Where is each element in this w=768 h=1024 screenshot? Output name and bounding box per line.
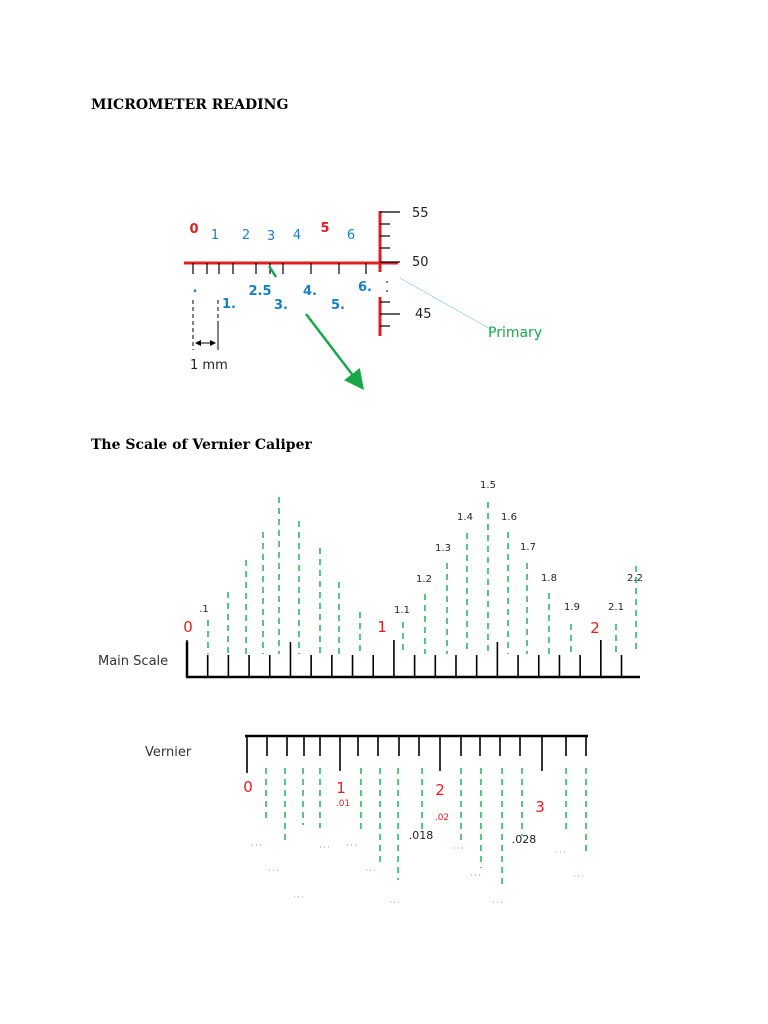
sleeve-half-label-5: 5. xyxy=(331,298,345,313)
thimble-label-45: 45 xyxy=(415,307,432,322)
sleeve-half-label-0: . xyxy=(192,281,198,296)
vernier-digit-0: 0 xyxy=(243,778,253,796)
sleeve-number-5: 5 xyxy=(320,221,330,236)
main-value-5: 1.5 xyxy=(480,480,496,491)
vernier-green-dashes xyxy=(266,768,586,886)
main-value-10: 2.1 xyxy=(608,602,624,613)
thimble-dots xyxy=(386,281,388,292)
vernier-digit-3: 3 xyxy=(535,798,545,816)
sleeve-number-2: 2 xyxy=(241,228,251,243)
sleeve-half-label-4: 4. xyxy=(303,284,317,299)
vernier-heading: The Scale of Vernier Caliper xyxy=(91,437,312,453)
main-digit-2: 2 xyxy=(590,619,600,637)
vernier-dotted-marks xyxy=(252,845,586,902)
micrometer-heading: MICROMETER READING xyxy=(91,97,289,113)
vernier-value-0: .018 xyxy=(408,829,434,842)
one-mm-dimension xyxy=(193,300,218,350)
main-scale-ticks xyxy=(187,640,622,677)
main-value-0: .1 xyxy=(199,604,209,615)
vernier-label: Vernier xyxy=(145,745,192,760)
vernier-caliper-diagram xyxy=(98,480,643,902)
main-value-7: 1.7 xyxy=(520,542,536,553)
vernier-small-0: .01 xyxy=(335,799,351,809)
main-digit-1: 1 xyxy=(377,618,387,636)
micrometer-diagram xyxy=(184,206,542,386)
thimble-label-50: 50 xyxy=(412,255,429,270)
unit-label: 1 mm xyxy=(190,358,228,373)
sleeve-half-label-1: 1. xyxy=(222,297,236,312)
sleeve-number-3: 3 xyxy=(266,229,276,244)
main-value-3: 1.3 xyxy=(435,543,451,554)
main-value-6: 1.6 xyxy=(501,512,517,523)
main-value-11: 2.2 xyxy=(627,573,643,584)
main-scale-label: Main Scale xyxy=(98,654,169,669)
vernier-digit-1: 1 xyxy=(336,779,346,797)
main-digit-0: 0 xyxy=(183,618,193,636)
primary-pointer-line xyxy=(400,278,492,330)
sleeve-number-6: 6 xyxy=(346,228,356,243)
sleeve-half-label-6: 6. xyxy=(358,280,372,295)
vernier-digit-2: 2 xyxy=(435,781,445,799)
vernier-small-1: .02 xyxy=(434,813,450,823)
green-arrow xyxy=(306,314,361,386)
sleeve-number-0: 0 xyxy=(189,222,199,237)
main-value-2: 1.2 xyxy=(416,574,432,585)
sleeve-half-label-3: 3. xyxy=(274,298,288,313)
vernier-ticks xyxy=(247,736,586,773)
thimble-ticks xyxy=(380,212,400,326)
main-value-4: 1.4 xyxy=(457,512,473,523)
sleeve-number-1: 1 xyxy=(210,228,220,243)
main-value-9: 1.9 xyxy=(564,602,580,613)
thimble-label-55: 55 xyxy=(412,206,429,221)
main-value-8: 1.8 xyxy=(541,573,557,584)
vernier-value-1: .028 xyxy=(511,833,537,846)
sleeve-ticks xyxy=(193,263,366,274)
sleeve-half-label-2: 2.5 xyxy=(248,284,272,299)
primary-label: Primary xyxy=(488,325,543,341)
sleeve-number-4: 4 xyxy=(292,228,302,243)
main-value-1: 1.1 xyxy=(394,605,410,616)
